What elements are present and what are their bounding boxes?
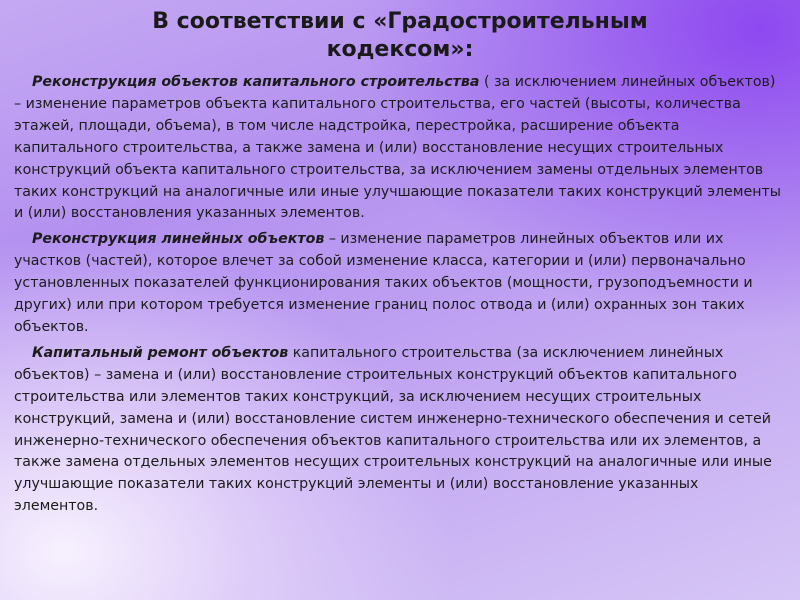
- definition-term: Капитальный ремонт объектов: [32, 344, 289, 361]
- definition-text: – изменение параметров линейных объектов или их участков (частей), которое влечет за собой изменение класса, категории и (или) первоначально установленных показателей функционирования таких объектов (мощности, грузоподъемности и других) или при котором требуется изменение границ полос отвода и (или) охранных зон таких объектов.: [14, 231, 753, 335]
- definition-text: капитального строительства (за исключением линейных объектов) – замена и (или) восстановление строительных конструкций объектов капитального строительства или элементов таких конструкций, за исключением несущих строительных конструкций, замена и (или) восстановление систем инженерно-технического обеспечения и сетей инженерно-технического обеспечения объектов капитального строительства или их элементов, а также замена отдельных элементов несущих строительных конструкций на аналогичные или иные улучшающие показатели таких конструкций элементы и (или) восстановление указанных элементов.: [14, 344, 772, 515]
- definition-capital-repair: [14, 343, 786, 518]
- definition-reconstruction-capital: [14, 72, 786, 225]
- slide-title-line-1: В соответствии с «Градостроительным: [152, 9, 648, 34]
- definition-text: ( за исключением линейных объектов) – изменение параметров объекта капитального строительства, его частей (высоты, количества этажей, площади, объема), в том числе надстройка, перестройка, расширение объекта капитального строительства, а также замена и (или) восстановление несущих строительных конструкций объекта капитального строительства, за исключением замены отдельных элементов таких конструкций на аналогичные или иные улучшающие показатели таких конструкций элементы и (или) восстановления указанных элементов.: [14, 74, 781, 222]
- slide-body: [14, 72, 786, 522]
- definition-term: Реконструкция линейных объектов: [32, 231, 325, 248]
- definition-reconstruction-linear: [14, 229, 786, 339]
- definition-term: Реконструкция объектов капитального строительства: [32, 74, 480, 90]
- slide-title: [0, 8, 800, 64]
- slide-title-line-2: кодексом»:: [326, 37, 474, 62]
